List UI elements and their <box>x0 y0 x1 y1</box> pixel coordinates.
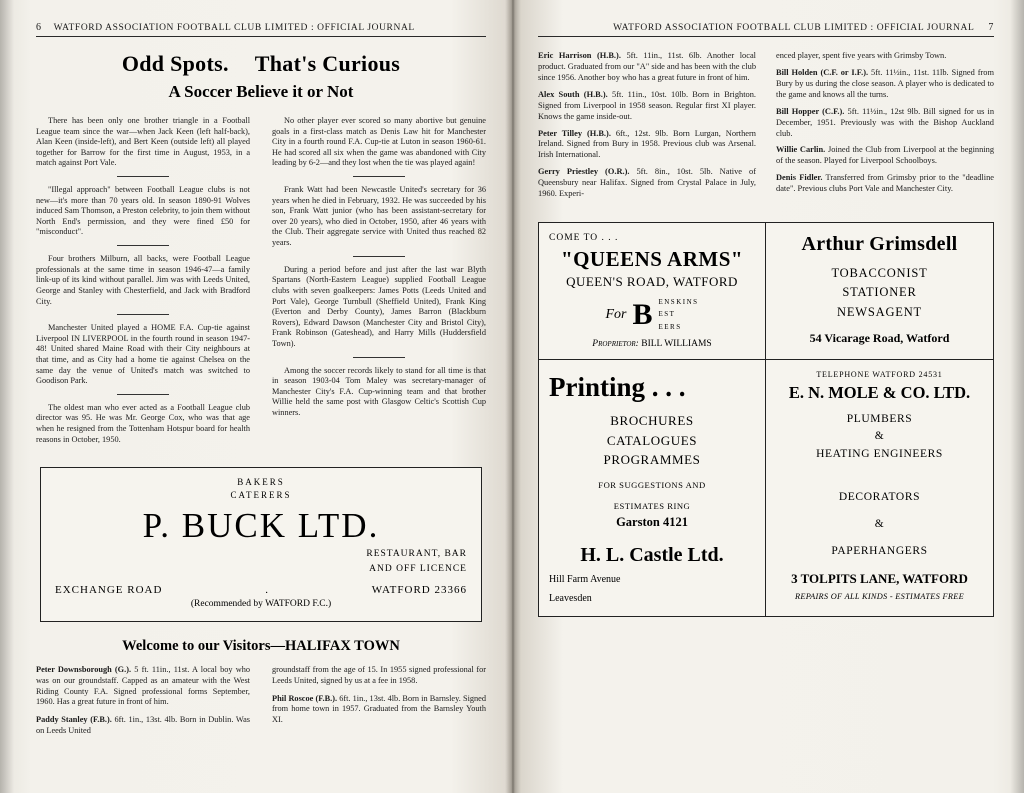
grimsdell-name: Arthur Grimsdell <box>801 233 958 256</box>
welcome-heading: Welcome to our Visitors—HALIFAX TOWN <box>122 637 400 654</box>
visitor-entry <box>36 665 250 708</box>
bio-name: Willie Carlin. <box>776 145 826 155</box>
grimsdell-trade-3: NEWSAGENT <box>837 304 922 319</box>
decorators-repairs: REPAIRS OF ALL KINDS - ESTIMATES FREE <box>795 591 964 601</box>
odd-spots-column-1 <box>36 116 250 451</box>
visitors-column-2 <box>272 665 486 744</box>
buck-address-row <box>55 584 467 596</box>
visitor-name: Phil Roscoe (F.B.). <box>272 693 338 703</box>
left-edge-shadow <box>0 0 14 793</box>
left-running-head-text: WATFORD ASSOCIATION FOOTBALL CLUB LIMITED : OFFICIAL JOURNAL <box>53 23 415 33</box>
visitor-text: 6ft. 1in., 13st. 4lb. Born in Barnsley. Signed from home town in 1957. Graduated from the Barnsley Youth XI. <box>272 693 486 725</box>
mole-name: E. N. MOLE & CO. LTD. <box>788 383 971 403</box>
odd-spots-item: Manchester United played a HOME F.A. Cup-tie against Liverpool IN LIVERPOOL in the fourth round in season 1947-48! United shared Maine Road with their City neighbours at that time, and as City had a home tie against Chelsea on the same day the venue of United's match was switched to Goodison Park. <box>36 323 250 386</box>
queens-road: QUEEN'S ROAD, WATFORD <box>566 274 738 290</box>
queens-proprietor-name: BILL WILLIAMS <box>641 339 712 350</box>
player-bio <box>538 90 756 123</box>
player-bio <box>776 51 994 62</box>
odd-spots-item: During a period before and just after the last war Blyth Spartans (North-Eastern League) supplied Football League clubs with seven goalkeepers: James Potts (Leeds United and Port Vale), George Turnbull (Sheffield United), Frank King (Everton and Derby County), James Barron (Blackburn Rovers), Edward Dawson (Manchester City and Bristol City), Frank Robinson (Gateshead), and Harry Mills (Huddersfield Town). <box>272 264 486 348</box>
bio-name: Alex South (H.B.). <box>538 89 608 99</box>
advert-p-buck-ltd <box>40 467 482 622</box>
buck-caterers-line: CATERERS <box>230 490 292 501</box>
bio-name: Denis Fidler. <box>776 173 823 183</box>
decorators-ampersand: & <box>874 518 885 531</box>
printing-suggest-2: ESTIMATES RING <box>613 501 691 512</box>
bio-text: 5ft. 11in., 10st. 10lb. Born in Brighton. Signed from Liverpool in 1958 season. Regular first XI player. Knows the game inside-out. <box>538 89 756 121</box>
bio-name: Gerry Priestley (O.R.). <box>538 167 630 177</box>
visitor-entry <box>36 715 250 737</box>
page-title-part1: Odd Spots. <box>121 51 229 76</box>
right-edge-shadow <box>1010 0 1024 793</box>
player-bio <box>776 145 994 167</box>
odd-spots-item: No other player ever scored so many abortive but genuine goals in a first-class match as Denis Law hit for Manchester City in a fourth round F.A. Cup-tie at Luton in season 1960-61. He had scored all six when the game was abandoned with City leading by 6-2—and they lost when the tie was played again! <box>272 116 486 168</box>
queens-come-to: COME TO . . . <box>549 233 619 244</box>
castle-address-2: Leavesden <box>549 593 592 605</box>
buck-street: EXCHANGE ROAD <box>55 583 163 596</box>
mole-trade-1: PLUMBERS <box>846 413 913 426</box>
advert-en-mole <box>766 360 993 616</box>
mole-ampersand: & <box>874 430 885 443</box>
visitor-name: Paddy Stanley (F.B.). <box>36 715 112 725</box>
grimsdell-address: 54 Vicarage Road, Watford <box>809 331 950 346</box>
advert-arthur-grimsdell <box>766 223 993 360</box>
buck-dot: . <box>265 583 269 596</box>
left-folio: 6 <box>36 22 42 33</box>
mole-trade-2: HEATING ENGINEERS <box>816 447 943 460</box>
decorators-trade-2: PAPERHANGERS <box>831 545 928 558</box>
castle-address-1: Hill Farm Avenue <box>549 573 621 585</box>
buck-bakers-line: BAKERS <box>237 477 285 488</box>
queens-beers-row <box>549 296 755 333</box>
buck-phone: WATFORD 23366 <box>371 583 467 596</box>
divider-rule <box>117 176 169 177</box>
odd-spots-column-2 <box>272 116 486 451</box>
right-folio: 7 <box>988 22 994 33</box>
visitor-name: Peter Downsborough (G.). <box>36 664 132 674</box>
divider-rule <box>117 245 169 246</box>
grimsdell-trade-1: TOBACCONIST <box>831 266 928 281</box>
queens-big-b: B <box>632 298 653 332</box>
queens-beer-line3: eers <box>658 320 682 332</box>
odd-spots-item: The oldest man who ever acted as a Football League club director was 95. He was Mr. George Cox, who was that age when he resigned from the Tottenham Hotspur board for health reasons in October, 1950. <box>36 402 250 444</box>
odd-spots-item: Frank Watt had been Newcastle United's secretary for 36 years when he died in February, 1932. He was succeeded by his son, Frank Watt junior (who has been assistant-secretary for over 20 years), who died in October, 1950, after 46 years with the Club. Their aggregate service with United thus reached 82 years. <box>272 185 486 248</box>
player-bio <box>538 51 756 84</box>
printing-heading: Printing . . . <box>549 372 686 403</box>
bio-name: Peter Tilley (H.B.). <box>538 128 611 138</box>
player-bio <box>776 68 994 101</box>
bio-name: Bill Hopper (C.F.). <box>776 106 845 116</box>
printing-item-2: CATALOGUES <box>606 432 698 448</box>
bio-text: 6ft., 12st. 9lb. Born Lurgan, Northern Ireland. Signed from Bury in 1958. Previous club was Arsenal. Irish International. <box>538 128 756 160</box>
bio-text: Transferred from Grimsby prior to the "deadline date". Previous clubs Port Vale and Manchester City. <box>776 173 994 194</box>
bios-columns <box>538 51 994 206</box>
grimsdell-trade-2: STATIONER <box>842 285 917 300</box>
divider-rule <box>353 176 405 177</box>
visitor-text: 5 ft. 11in., 11st. A local boy who was on our groundstaff. Capped as an amateur with the West Riding County F.A. Signed professional forms September, 1960. Has a great future in front of him. <box>36 664 251 707</box>
queens-beer-words <box>658 296 698 333</box>
buck-restaurant-line2: AND OFF LICENCE <box>369 564 467 575</box>
decorators-trade-1: DECORATORS <box>838 490 921 503</box>
player-bio <box>776 107 994 140</box>
odd-spots-columns <box>36 116 486 451</box>
visitors-columns <box>36 665 486 744</box>
visitor-text: groundstaff from the age of 15. In 1955 signed professional for Leeds United, signed by us at a fee in 1958. <box>272 664 486 685</box>
divider-rule <box>117 314 169 315</box>
page-title <box>36 51 486 77</box>
printing-item-3: PROGRAMMES <box>603 452 701 468</box>
bio-text: 5ft. 8in., 10st. 5lb. Native of Queensbury near Halifax. Signed from Crystal Palace in July, 1960. Experi- <box>538 167 756 199</box>
bio-text: Joined the Club from Liverpool at the beginning of the season. Played for Liverpool Schoolboys. <box>776 145 995 166</box>
divider-rule <box>117 394 169 395</box>
page-subtitle: A Soccer Believe it or Not <box>168 82 354 101</box>
queens-proprietor-label: Proprietor: <box>592 339 639 350</box>
queens-name: "QUEENS ARMS" <box>560 247 744 272</box>
buck-recommended: (Recommended by WATFORD F.C.) <box>190 598 332 609</box>
advert-printing-castle <box>539 360 766 616</box>
bios-column-2 <box>776 51 994 206</box>
printing-phone: Garston 4121 <box>616 514 688 529</box>
queens-proprietor <box>549 339 755 349</box>
bio-name: Eric Harrison (H.B.). <box>538 51 621 60</box>
advert-grid <box>538 222 994 617</box>
mole-telephone: TELEPHONE WATFORD 24531 <box>816 370 943 380</box>
printing-item-1: BROCHURES <box>610 413 694 429</box>
left-running-head <box>36 22 486 37</box>
advert-queens-arms <box>539 223 766 360</box>
visitor-entry <box>272 665 486 687</box>
visitor-entry <box>272 694 486 726</box>
bio-text: enced player, spent five years with Grimsby Town. <box>776 51 947 60</box>
player-bio <box>538 129 756 162</box>
odd-spots-item: There has been only one brother triangle in a Football League team since the war—when Jack Keen (left half-back), Alan Keen (inside-left), and Bert Keen (outside left) all played together for Barrow for the first time in August, 1953, in a match against Port Vale. <box>36 116 250 168</box>
buck-company-name: P. BUCK LTD. <box>142 506 380 546</box>
bio-name: Bill Holden (C.F. or I.F.). <box>776 67 869 77</box>
castle-name: H. L. Castle Ltd. <box>580 543 724 566</box>
odd-spots-item: Among the soccer records likely to stand for all time is that in season 1903-04 Tom Maley was secretary-manager of Manchester City's F.A. Cup-winning team and that brother Willie held the same post with Glasgow Celtic's Scottish Cup winners. <box>272 365 486 418</box>
divider-rule <box>353 256 405 257</box>
page-title-part2: That's Curious <box>254 51 401 76</box>
queens-beer-line2: est <box>658 308 676 320</box>
odd-spots-item: Four brothers Milburn, all backs, were Football League professionals at the same time in season 1946-47—a family link-up of its kind without parallel. Jim was with Leeds United, George and Stanley with Chesterfield, and Jack with Bradford City. <box>36 254 250 306</box>
visitors-column-1 <box>36 665 250 744</box>
queens-beer-line1: enskins <box>658 296 699 308</box>
printing-suggest-1: FOR SUGGESTIONS AND <box>598 479 706 490</box>
player-bio <box>776 173 994 195</box>
bio-text: 5ft. 11½in., 12st 9lb. Bill signed for us in December, 1951. Previously was with the Bishop Auckland club. <box>776 106 995 138</box>
buck-restaurant-line1: RESTAURANT, BAR <box>366 549 467 560</box>
divider-rule <box>353 357 405 358</box>
odd-spots-item: "Illegal approach" between Football League clubs is not new—it's more than 70 years old. In season 1890-91 Wolves induced Sam Thomson, a Preston celebrity, to join them without North End's permission, and they were fined £50 for "misconduct". <box>36 185 250 237</box>
decorators-address: 3 TOLPITS LANE, WATFORD <box>791 570 968 586</box>
bios-column-1 <box>538 51 756 206</box>
player-bio <box>538 167 756 200</box>
bio-text: 5ft. 11in., 11st. 6lb. Another local product. Graduated from our "A" side and has been with the club since 1956. Another boy who has a great future in front of him. <box>538 51 757 82</box>
right-running-head-text: WATFORD ASSOCIATION FOOTBALL CLUB LIMITED : OFFICIAL JOURNAL <box>613 23 975 33</box>
queens-for: For <box>605 306 627 322</box>
bio-text: 5ft. 11½in., 11st. 11lb. Signed from Bury by us during the close season. A player who is dedicated to the game and knows all the turns. <box>776 67 994 99</box>
visitor-text: 6ft. 1in., 13st. 4lb. Born in Dublin. Was on Leeds United <box>36 715 250 735</box>
right-running-head <box>538 22 994 37</box>
right-page <box>512 0 1024 793</box>
